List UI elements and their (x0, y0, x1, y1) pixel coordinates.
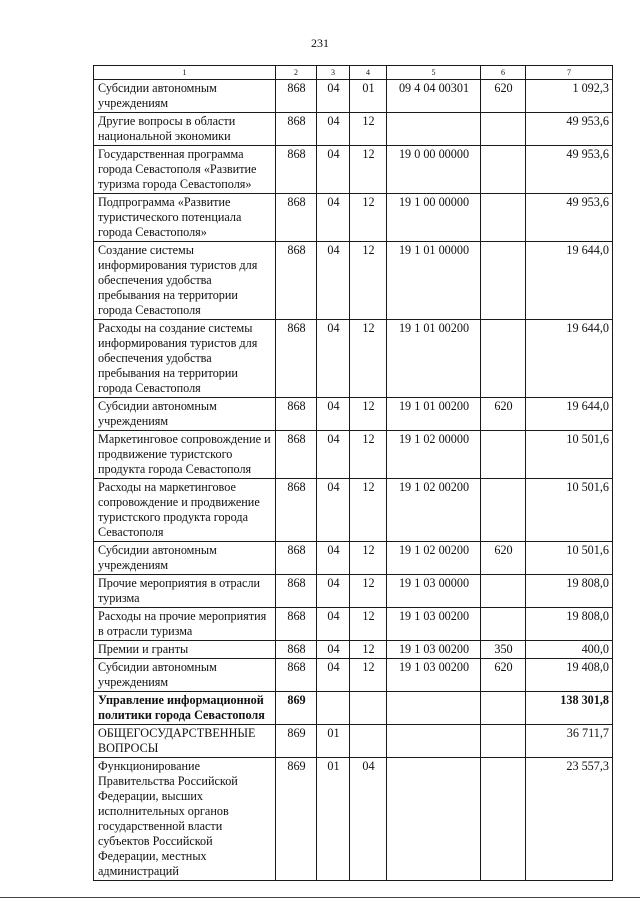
row-vr-cell (481, 758, 526, 881)
row-sum-cell: 138 301,8 (526, 692, 613, 725)
row-podrazdel-cell: 12 (350, 641, 387, 659)
table-row (94, 398, 613, 431)
row-name-cell: Расходы на маркетинговое сопровождение и продвижение туристского продукта города Севастополя (94, 479, 276, 542)
row-name-cell: Субсидии автономным учреждениям (94, 542, 276, 575)
row-ved-cell: 868 (276, 608, 317, 641)
table-row (94, 320, 613, 398)
col-header-sum: 7 (526, 66, 613, 80)
row-vr-cell (481, 242, 526, 320)
row-csr-cell: 19 1 01 00000 (387, 242, 481, 320)
row-csr-cell (387, 725, 481, 758)
row-csr-cell (387, 113, 481, 146)
row-name-cell: Субсидии автономным учреждениям (94, 659, 276, 692)
row-csr-cell: 19 1 01 00200 (387, 398, 481, 431)
row-razdel-cell: 04 (317, 320, 350, 398)
row-razdel-cell: 01 (317, 725, 350, 758)
row-ved-cell: 868 (276, 431, 317, 479)
row-csr-cell: 19 1 02 00200 (387, 479, 481, 542)
row-csr-cell: 19 1 03 00200 (387, 659, 481, 692)
table-row (94, 146, 613, 194)
row-razdel-cell (317, 692, 350, 725)
row-ved-cell: 868 (276, 113, 317, 146)
row-podrazdel-cell: 12 (350, 659, 387, 692)
row-ved-cell: 869 (276, 758, 317, 881)
table-row (94, 575, 613, 608)
row-sum-cell: 49 953,6 (526, 194, 613, 242)
row-vr-cell: 350 (481, 641, 526, 659)
row-sum-cell: 19 644,0 (526, 320, 613, 398)
row-podrazdel-cell: 12 (350, 431, 387, 479)
row-sum-cell: 23 557,3 (526, 758, 613, 881)
row-podrazdel-cell (350, 692, 387, 725)
row-csr-cell: 19 1 00 00000 (387, 194, 481, 242)
row-razdel-cell: 04 (317, 242, 350, 320)
row-podrazdel-cell: 01 (350, 80, 387, 113)
row-podrazdel-cell: 12 (350, 320, 387, 398)
row-vr-cell (481, 146, 526, 194)
row-sum-cell: 19 808,0 (526, 575, 613, 608)
row-csr-cell: 19 0 00 00000 (387, 146, 481, 194)
row-podrazdel-cell: 04 (350, 758, 387, 881)
row-name-cell: Прочие мероприятия в отрасли туризма (94, 575, 276, 608)
table-header-row (94, 66, 613, 80)
row-podrazdel-cell: 12 (350, 479, 387, 542)
row-ved-cell: 868 (276, 659, 317, 692)
row-razdel-cell: 04 (317, 479, 350, 542)
row-sum-cell: 10 501,6 (526, 542, 613, 575)
page-number: 231 (311, 36, 329, 50)
table-row (94, 641, 613, 659)
row-podrazdel-cell: 12 (350, 575, 387, 608)
row-ved-cell: 868 (276, 194, 317, 242)
row-csr-cell: 19 1 01 00200 (387, 320, 481, 398)
row-podrazdel-cell: 12 (350, 146, 387, 194)
col-header-razdel: 3 (317, 66, 350, 80)
table-row (94, 242, 613, 320)
row-csr-cell: 19 1 03 00200 (387, 608, 481, 641)
row-vr-cell: 620 (481, 398, 526, 431)
row-vr-cell (481, 431, 526, 479)
row-vr-cell (481, 320, 526, 398)
row-name-cell: Функционирование Правительства Российской Федерации, высших исполнительных органов государственной власти субъектов Российской Федерации, местных администраций (94, 758, 276, 881)
budget-table-body (94, 80, 613, 881)
row-razdel-cell: 04 (317, 113, 350, 146)
row-csr-cell: 19 1 02 00000 (387, 431, 481, 479)
table-row (94, 659, 613, 692)
row-vr-cell (481, 725, 526, 758)
col-header-vr: 6 (481, 66, 526, 80)
row-sum-cell: 10 501,6 (526, 431, 613, 479)
row-razdel-cell: 04 (317, 608, 350, 641)
row-sum-cell: 19 644,0 (526, 242, 613, 320)
row-sum-cell: 19 644,0 (526, 398, 613, 431)
table-row (94, 80, 613, 113)
row-podrazdel-cell: 12 (350, 113, 387, 146)
table-row (94, 479, 613, 542)
row-podrazdel-cell: 12 (350, 242, 387, 320)
row-podrazdel-cell: 12 (350, 608, 387, 641)
row-name-cell: ОБЩЕГОСУДАРСТВЕННЫЕ ВОПРОСЫ (94, 725, 276, 758)
row-razdel-cell: 04 (317, 398, 350, 431)
table-row (94, 542, 613, 575)
table-row (94, 431, 613, 479)
row-vr-cell (481, 194, 526, 242)
row-ved-cell: 868 (276, 575, 317, 608)
row-name-cell: Управление информационной политики города Севастополя (94, 692, 276, 725)
row-sum-cell: 49 953,6 (526, 146, 613, 194)
row-csr-cell: 19 1 03 00000 (387, 575, 481, 608)
page-bottom-rule (0, 897, 640, 898)
row-ved-cell: 868 (276, 80, 317, 113)
table-row (94, 692, 613, 725)
row-sum-cell: 10 501,6 (526, 479, 613, 542)
row-podrazdel-cell: 12 (350, 194, 387, 242)
row-razdel-cell: 04 (317, 542, 350, 575)
row-csr-cell: 19 1 02 00200 (387, 542, 481, 575)
row-vr-cell (481, 113, 526, 146)
row-ved-cell: 868 (276, 479, 317, 542)
row-sum-cell: 49 953,6 (526, 113, 613, 146)
row-ved-cell: 868 (276, 398, 317, 431)
row-name-cell: Премии и гранты (94, 641, 276, 659)
row-ved-cell: 868 (276, 242, 317, 320)
table-row (94, 725, 613, 758)
row-vr-cell (481, 692, 526, 725)
row-name-cell: Субсидии автономным учреждениям (94, 398, 276, 431)
row-razdel-cell: 04 (317, 146, 350, 194)
col-header-name: 1 (94, 66, 276, 80)
row-razdel-cell: 04 (317, 431, 350, 479)
row-ved-cell: 868 (276, 146, 317, 194)
table-row (94, 113, 613, 146)
table-row (94, 608, 613, 641)
col-header-ved: 2 (276, 66, 317, 80)
row-razdel-cell: 04 (317, 659, 350, 692)
row-name-cell: Расходы на создание системы информирования туристов для обеспечения удобства пребывания на территории города Севастополя (94, 320, 276, 398)
row-razdel-cell: 04 (317, 194, 350, 242)
table-row (94, 758, 613, 881)
row-vr-cell (481, 575, 526, 608)
row-ved-cell: 868 (276, 542, 317, 575)
row-razdel-cell: 04 (317, 575, 350, 608)
row-podrazdel-cell (350, 725, 387, 758)
row-csr-cell: 09 4 04 00301 (387, 80, 481, 113)
row-vr-cell (481, 479, 526, 542)
row-sum-cell: 1 092,3 (526, 80, 613, 113)
row-vr-cell (481, 608, 526, 641)
row-name-cell: Государственная программа города Севастополя «Развитие туризма города Севастополя» (94, 146, 276, 194)
row-csr-cell: 19 1 03 00200 (387, 641, 481, 659)
row-ved-cell: 869 (276, 725, 317, 758)
row-vr-cell: 620 (481, 542, 526, 575)
row-ved-cell: 868 (276, 641, 317, 659)
row-razdel-cell: 01 (317, 758, 350, 881)
row-razdel-cell: 04 (317, 80, 350, 113)
row-sum-cell: 36 711,7 (526, 725, 613, 758)
row-name-cell: Маркетинговое сопровождение и продвижение туристского продукта города Севастополя (94, 431, 276, 479)
budget-table (93, 65, 613, 881)
col-header-csr: 5 (387, 66, 481, 80)
row-sum-cell: 400,0 (526, 641, 613, 659)
row-razdel-cell: 04 (317, 641, 350, 659)
row-name-cell: Расходы на прочие мероприятия в отрасли туризма (94, 608, 276, 641)
row-ved-cell: 868 (276, 320, 317, 398)
col-header-podrazdel: 4 (350, 66, 387, 80)
row-name-cell: Другие вопросы в области национальной экономики (94, 113, 276, 146)
row-csr-cell (387, 758, 481, 881)
row-name-cell: Создание системы информирования туристов для обеспечения удобства пребывания на территории города Севастополя (94, 242, 276, 320)
row-sum-cell: 19 408,0 (526, 659, 613, 692)
row-podrazdel-cell: 12 (350, 398, 387, 431)
row-name-cell: Субсидии автономным учреждениям (94, 80, 276, 113)
row-vr-cell: 620 (481, 80, 526, 113)
row-name-cell: Подпрограмма «Развитие туристического потенциала города Севастополя» (94, 194, 276, 242)
row-podrazdel-cell: 12 (350, 542, 387, 575)
row-vr-cell: 620 (481, 659, 526, 692)
table-row (94, 194, 613, 242)
row-ved-cell: 869 (276, 692, 317, 725)
row-sum-cell: 19 808,0 (526, 608, 613, 641)
row-csr-cell (387, 692, 481, 725)
